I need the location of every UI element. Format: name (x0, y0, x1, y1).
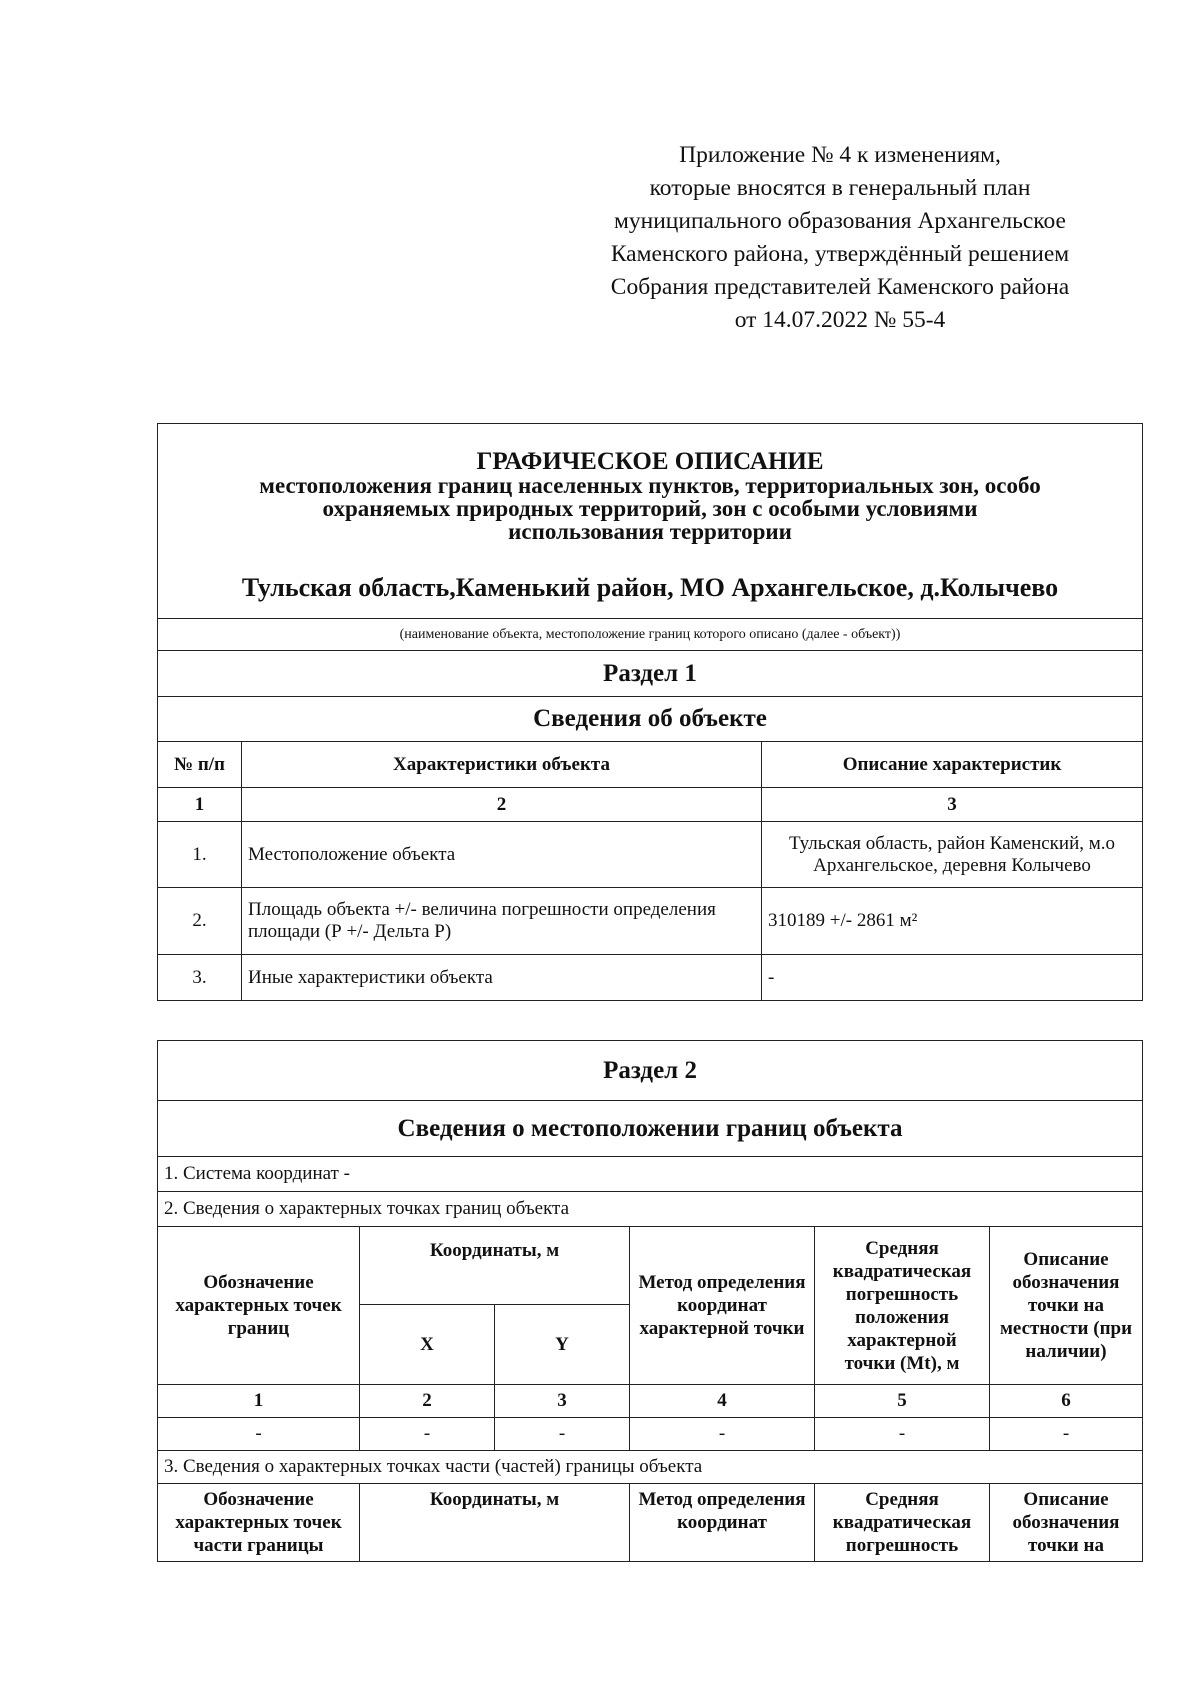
row-value: - (762, 955, 1143, 1001)
row-name: Местоположение объекта (242, 822, 762, 888)
title-subtitle-line: охраняемых природных территорий, зон с особыми условиями (322, 495, 978, 521)
row-number: 1. (158, 822, 242, 888)
cell-empty: - (158, 1418, 360, 1451)
section1-table (157, 423, 1143, 1001)
header-line: Приложение № 4 к изменениям, (679, 142, 1001, 168)
col-number: 5 (815, 1385, 990, 1418)
col-header-characteristic: Характеристики объекта (242, 742, 762, 788)
row-name: Площадь объекта +/- величина погрешности определения площади (Р +/- Дельта Р) (242, 888, 762, 955)
col-header-point-description: Описание обозначения точки на местности (при наличии) (990, 1227, 1143, 1385)
cell-empty: - (360, 1418, 495, 1451)
col-number: 3 (762, 788, 1143, 822)
section2-table (157, 1040, 1143, 1562)
row-value: Тульская область, район Каменский, м.о Архангельское, деревня Колычево (762, 822, 1143, 888)
col-number: 2 (360, 1385, 495, 1418)
row-value: 310189 +/- 2861 м² (762, 888, 1143, 955)
parts-col-header-method: Метод определения координат (630, 1484, 815, 1562)
parts-col-header-point-description: Описание обозначения точки на (990, 1484, 1143, 1562)
appendix-header (540, 139, 1140, 337)
col-header-y: Y (495, 1305, 630, 1385)
header-line: муниципального образования Архангельское (614, 208, 1066, 234)
col-header-coordinates: Координаты, м (360, 1227, 630, 1305)
section2-label: Раздел 2 (158, 1041, 1143, 1101)
section2-title: Сведения о местоположении границ объекта (158, 1101, 1143, 1157)
row-number: 3. (158, 955, 242, 1001)
section1-title: Сведения об объекте (158, 697, 1143, 742)
row-name: Иные характеристики объекта (242, 955, 762, 1001)
cell-empty: - (495, 1418, 630, 1451)
cell-empty: - (630, 1418, 815, 1451)
parts-col-header-designation: Обозначение характерных точек части границы (158, 1484, 360, 1562)
col-number: 1 (158, 788, 242, 822)
object-name-hint: (наименование объекта, местоположение границ которого описано (далее - объект)) (158, 619, 1143, 651)
col-header-description: Описание характеристик (762, 742, 1143, 788)
col-header-designation: Обозначение характерных точек границ (158, 1227, 360, 1385)
table-row (158, 955, 1143, 1001)
document-title (158, 424, 1143, 619)
col-header-x: X (360, 1305, 495, 1385)
table-row (158, 822, 1143, 888)
title-subtitle-line: использования территории (508, 518, 792, 544)
cell-empty: - (815, 1418, 990, 1451)
cell-empty: - (990, 1418, 1143, 1451)
parts-title: 3. Сведения о характерных точках части (частей) границы объекта (158, 1451, 1143, 1484)
parts-col-header-coordinates: Координаты, м (360, 1484, 630, 1562)
col-number: 1 (158, 1385, 360, 1418)
col-header-method: Метод определения координат характерной точки (630, 1227, 815, 1385)
col-number: 4 (630, 1385, 815, 1418)
table-row (158, 888, 1143, 955)
header-line: от 14.07.2022 № 55-4 (734, 307, 946, 333)
points-title: 2. Сведения о характерных точках границ объекта (158, 1192, 1143, 1227)
table-row (158, 1418, 1143, 1451)
col-number: 2 (242, 788, 762, 822)
title-main: ГРАФИЧЕСКОЕ ОПИСАНИЕ (476, 447, 824, 475)
header-line: Собрания представителей Каменского района (610, 274, 1070, 300)
object-location-title: Тульская область,Каменький район, МО Архангельское, д.Колычево (241, 572, 1059, 602)
parts-col-header-error: Средняя квадратическая погрешность (815, 1484, 990, 1562)
col-number: 3 (495, 1385, 630, 1418)
header-line: которые вносятся в генеральный план (649, 175, 1031, 201)
row-number: 2. (158, 888, 242, 955)
col-header-error: Средняя квадратическая погрешность положения характерной точки (Mt), м (815, 1227, 990, 1385)
col-number: 6 (990, 1385, 1143, 1418)
title-subtitle-line: местоположения границ населенных пунктов, территориальных зон, особо (259, 472, 1041, 498)
col-header-number: № п/п (158, 742, 242, 788)
header-line: Каменского района, утверждённый решением (610, 241, 1070, 267)
section1-label: Раздел 1 (158, 651, 1143, 697)
coordinate-system: 1. Система координат - (158, 1157, 1143, 1192)
